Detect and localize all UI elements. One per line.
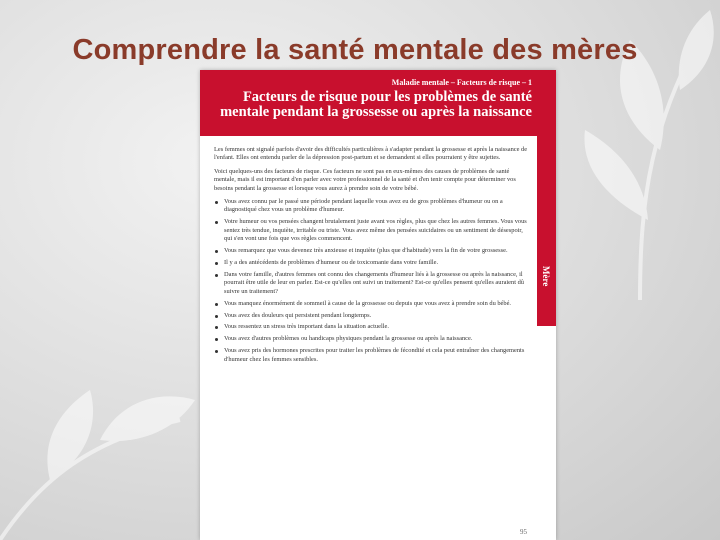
side-tab [537,136,556,326]
document-heading [210,90,532,120]
list-item: Vous remarquez que vous devenez très anxieuse et inquiète (plus que d'habitude) vers la fin de votre grossesse. [214,247,532,255]
slide-title: Comprendre la santé mentale des mères [72,34,638,66]
document-page [200,70,556,540]
list-item: Vous avez d'autres problèmes ou handicaps physiques pendant la grossesse ou après la naissance. [214,335,532,343]
document-header [200,70,556,136]
list-item: Vous ressentez un stress très important dans la situation actuelle. [214,323,532,331]
list-item: Votre humeur ou vos pensées changent brutalement juste avant vos règles, plus que chez les autres femmes. Vous vous sentez très tendue, inquiète, irritable ou triste. Vous avez même des pensées suicidaires ou un sentiment de désespoir, qui s'en vont une fois que vos règles commencent. [214,218,532,243]
heading-line-2: mentale pendant la grossesse ou après la naissance [220,104,532,120]
list-item: Vous manquez énormément de sommeil à cause de la grossesse ou depuis que vous avez à prendre soin du bébé. [214,300,532,308]
list-item: Vous avez pris des hormones prescrites pour traiter les problèmes de fécondité et cela peut entraîner des changements d'humeur chez les femmes sensibles. [214,347,532,364]
intro-paragraph-2: Voici quelques-uns des facteurs de risque. Ces facteurs ne sont pas en eux-mêmes des causes de problèmes de santé mentale, mais il est important d'en parler avec votre professionnel de la santé et d'en tenir compte pour déterminer vos besoins pendant la grossesse et lorsque vous aurez à prendre soin de votre bébé. [214,167,516,192]
intro-paragraph-1: Les femmes ont signalé parfois d'avoir des difficultés particulières à s'adapter pendant la grossesse et après la naissance de l'enfant. Elles ont entendu parler de la dépression post-partum et se demandent si elles pourraient y être sujettes. [214,146,528,162]
list-item: Il y a des antécédents de problèmes d'humeur ou de toxicomanie dans votre famille. [214,259,532,267]
section-label: Maladie mentale – Facteurs de risque – 1 [391,78,532,87]
list-item: Dans votre famille, d'autres femmes ont connu des changements d'humeur liés à la grossesse ou après la naissance, il pourrait être utile de leur en parler. Est-ce qu'elles ont suivi un traitement? Est-ce qu'elles pensent qu'elles auraient dû suivre un traitement? [214,271,532,296]
page-number: 95 [520,528,527,536]
document-body [214,146,532,368]
heading-line-1: Facteurs de risque pour les problèmes de santé [242,89,532,105]
side-tab-label: Mère [541,266,551,287]
risk-factor-list [214,198,532,364]
list-item: Vous avez des douleurs qui persistent pendant longtemps. [214,312,532,320]
list-item: Vous avez connu par le passé une période pendant laquelle vous avez eu de gros problèmes d'humeur ou on a diagnostiqué chez vous un problème d'humeur. [214,198,532,215]
leaf-decoration-icon [0,330,200,540]
